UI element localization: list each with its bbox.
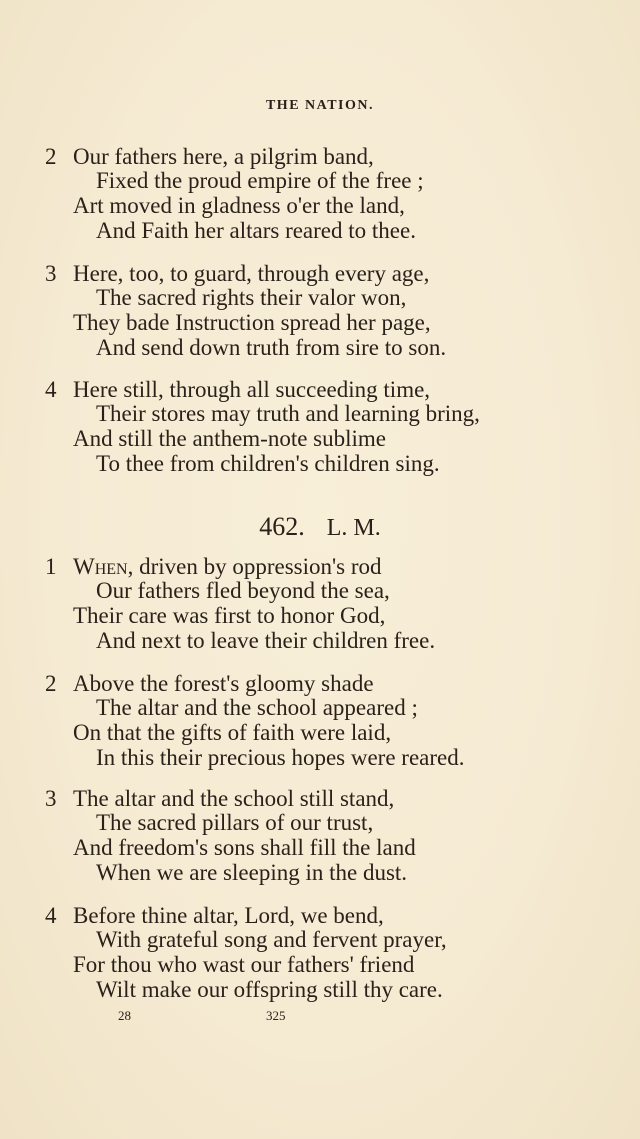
verse-line: And freedom's sons shall fill the land <box>73 835 416 860</box>
verse-line: And still the anthem-note sublime <box>73 426 387 451</box>
stanza-number: 1 <box>45 554 57 579</box>
verse-line: And send down truth from sire to son. <box>96 335 447 360</box>
stanza-number: 3 <box>45 261 57 286</box>
running-head: THE NATION. <box>265 98 375 113</box>
stanza-number: 3 <box>45 786 57 811</box>
stanza-number: 2 <box>45 144 57 169</box>
verse-line: And next to leave their children free. <box>96 628 436 653</box>
verse-line: Above the forest's gloomy shade <box>73 671 374 696</box>
verse-line: Before thine altar, Lord, we bend, <box>73 903 384 928</box>
verse-line: The sacred rights their valor won, <box>96 285 407 310</box>
verse-line: Our fathers here, a pilgrim band, <box>73 144 374 169</box>
verse-line: Fixed the proud empire of the free ; <box>96 168 424 193</box>
verse-line: With grateful song and fervent prayer, <box>96 927 447 952</box>
hymn-meter: L. M. <box>326 515 381 541</box>
verse-line: Our fathers fled beyond the sea, <box>96 578 390 603</box>
stanza-number: 4 <box>45 377 57 402</box>
stanza-number: 2 <box>45 671 57 696</box>
verse-line: Art moved in gladness o'er the land, <box>73 193 405 218</box>
verse-line: For thou who wast our fathers' friend <box>73 952 415 977</box>
verse-line: And Faith her altars reared to thee. <box>96 218 416 243</box>
verse-line: Wilt make our offspring still thy care. <box>96 977 443 1002</box>
hymn-number: 462. <box>259 512 305 541</box>
verse-line: In this their precious hopes were reared. <box>96 745 465 770</box>
verse-line: Their stores may truth and learning bring, <box>96 401 480 426</box>
stanza-number: 4 <box>45 903 57 928</box>
verse-line: Here still, through all succeeding time, <box>73 377 431 402</box>
verse-line: On that the gifts of faith were laid, <box>73 720 392 745</box>
verse-line: Here, too, to guard, through every age, <box>73 261 430 286</box>
verse-line: The sacred pillars of our trust, <box>96 810 374 835</box>
page-number: 325 <box>266 1008 286 1023</box>
verse-line: The altar and the school still stand, <box>73 786 395 811</box>
verse-line: The altar and the school appeared ; <box>96 695 418 720</box>
hymn-heading <box>0 512 640 542</box>
verse-line: To thee from children's children sing. <box>96 451 440 476</box>
first-word: When <box>73 554 128 579</box>
verse-line: Their care was first to honor God, <box>73 603 386 628</box>
verse-line: When we are sleeping in the dust. <box>96 860 408 885</box>
verse-line: They bade Instruction spread her page, <box>73 310 431 335</box>
signature-mark: 28 <box>118 1008 131 1023</box>
first-line-rest: , driven by oppression's rod <box>127 554 382 579</box>
verse-line <box>73 555 382 579</box>
